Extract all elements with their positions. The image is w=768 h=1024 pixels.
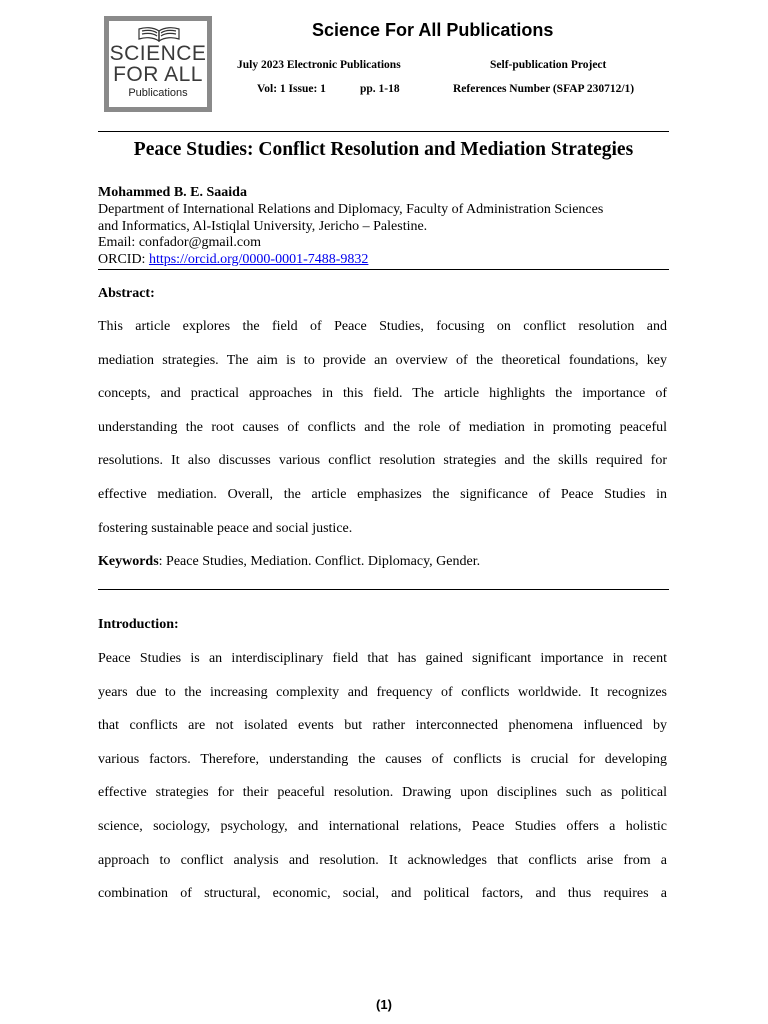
abstract-line: understanding the root causes of conflicts and the role of mediation in promoting peaceful xyxy=(98,419,667,435)
introduction-line: years due to the increasing complexity and frequency of conflicts worldwide. It recognizes xyxy=(98,684,667,700)
header-volume-issue: Vol: 1 Issue: 1 xyxy=(257,83,326,95)
introduction-line: science, sociology, psychology, and international relations, Peace Studies offers a holistic xyxy=(98,818,667,834)
abstract-line: This article explores the field of Peace Studies, focusing on conflict resolution and xyxy=(98,319,667,334)
abstract-heading: Abstract: xyxy=(98,286,155,301)
abstract-body xyxy=(98,310,667,545)
introduction-line: approach to conflict analysis and resolution. It acknowledges that conflicts arise from a xyxy=(98,852,667,868)
header-project: Self-publication Project xyxy=(490,59,607,71)
keywords-text: : Peace Studies, Mediation. Conflict. Diplomacy, Gender. xyxy=(158,554,481,569)
open-book-icon xyxy=(137,25,181,43)
author-email: Email: confador@gmail.com xyxy=(98,235,261,250)
introduction-heading: Introduction: xyxy=(98,617,179,632)
logo-text-for-all: FOR ALL xyxy=(113,63,203,86)
abstract-line: concepts, and practical approaches in this field. The article highlights the importance of xyxy=(98,386,667,402)
keywords-divider xyxy=(98,589,669,590)
abstract-line: resolutions. It also discusses various conflict resolution strategies and the skills required for xyxy=(98,453,667,469)
header-reference: References Number (SFAP 230712/1) xyxy=(453,83,635,95)
introduction-body xyxy=(98,642,667,911)
introduction-line: various factors. Therefore, understanding the causes of conflicts is crucial for developing xyxy=(98,751,667,767)
orcid-label: ORCID: xyxy=(98,252,149,267)
orcid-link[interactable]: https://orcid.org/0000-0001-7488-9832 xyxy=(148,252,369,267)
keywords xyxy=(98,554,480,570)
introduction-line: that conflicts are not isolated events but rather interconnected phenomena influenced by xyxy=(98,718,667,734)
introduction-line: combination of structural, economic, social, and political factors, and thus requires a xyxy=(98,886,667,902)
abstract-line: effective mediation. Overall, the article emphasizes the significance of Peace Studies in xyxy=(98,486,667,502)
abstract-line: fostering sustainable peace and social justice. xyxy=(98,520,353,536)
author-affiliation-1: Department of International Relations and Diplomacy, Faculty of Administration Sciences xyxy=(98,202,604,217)
header-divider xyxy=(98,131,669,132)
keywords-label: Keywords xyxy=(98,554,159,569)
page-number: (1) xyxy=(376,997,392,1012)
publisher-name: Science For All Publications xyxy=(312,20,554,40)
header-date: July 2023 Electronic Publications xyxy=(237,59,401,71)
header-pages: pp. 1-18 xyxy=(360,83,400,95)
author-name: Mohammed B. E. Saaida xyxy=(98,185,247,200)
author-divider xyxy=(98,269,669,270)
introduction-line: effective strategies for their peaceful resolution. Drawing upon disciplines such as political xyxy=(98,785,667,801)
publisher-logo xyxy=(104,16,212,112)
author-affiliation-2: and Informatics, Al-Istiqlal University, Jericho – Palestine. xyxy=(98,219,428,234)
author-orcid xyxy=(98,251,669,268)
paper-title: Peace Studies: Conflict Resolution and Mediation Strategies xyxy=(133,139,634,160)
abstract-line: mediation strategies. The aim is to provide an overview of the theoretical foundations, key xyxy=(98,352,667,368)
introduction-line: Peace Studies is an interdisciplinary field that has gained significant importance in recent xyxy=(98,651,667,666)
logo-text-publications: Publications xyxy=(128,87,188,99)
logo-text-science: SCIENCE xyxy=(109,42,207,65)
